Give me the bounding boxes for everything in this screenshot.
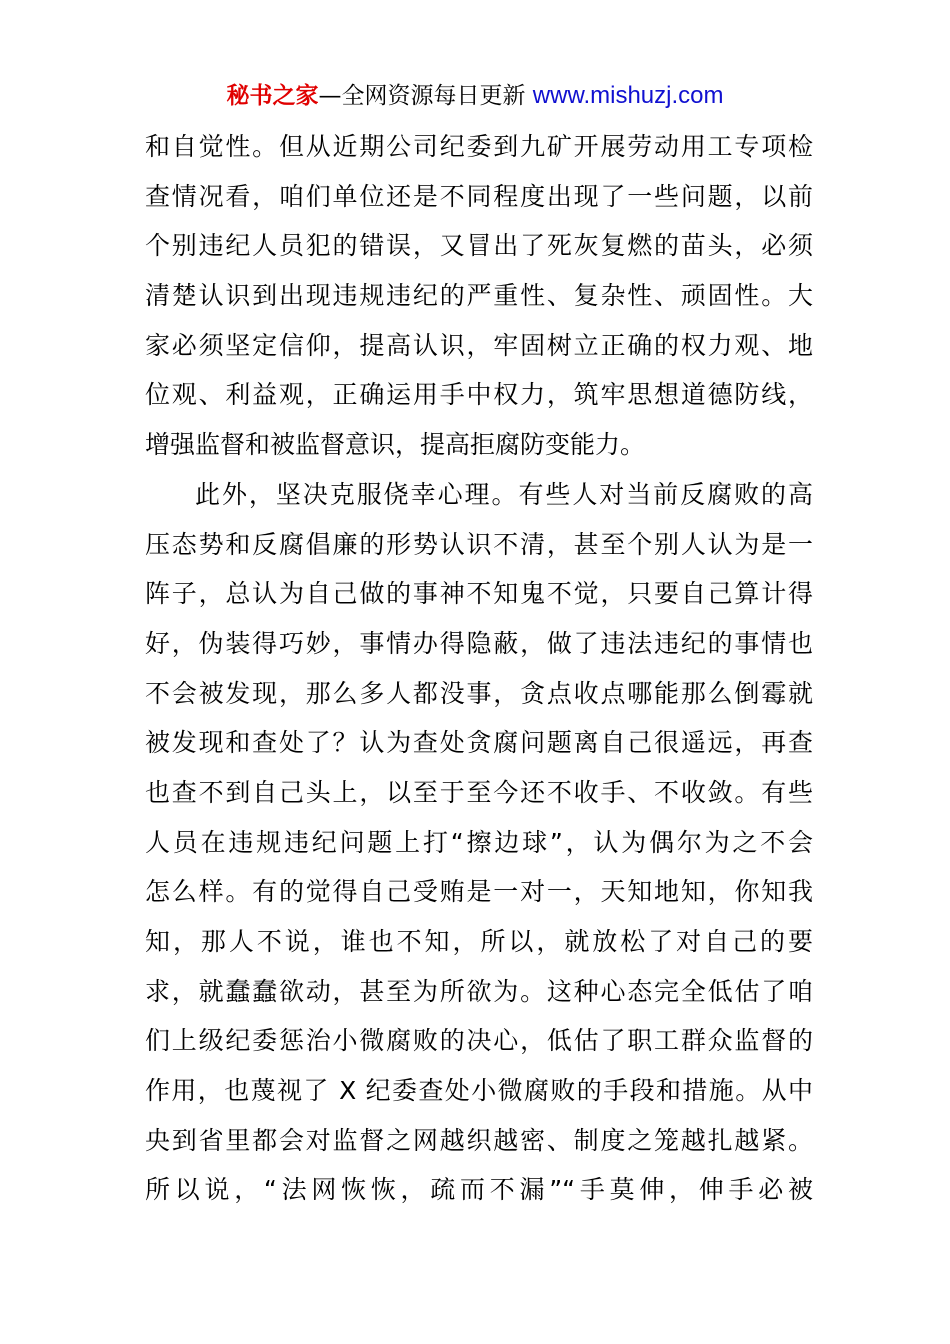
text-line: 个别违纪人员犯的错误，又冒出了死灰复燃的苗头，必须 [145, 231, 813, 261]
page-header [0, 80, 950, 112]
text-line: 好，伪装得巧妙，事情办得隐蔽，做了违法违纪的事情也 [145, 628, 813, 658]
text-line: 知，那人不说，谁也不知，所以，就放松了对自己的要 [145, 927, 813, 956]
brand-name: 秘书之家 [226, 83, 319, 109]
site-url-link[interactable]: www.mishuzj.com [532, 82, 724, 109]
text-line: 央到省里都会对监督之网越织越密、制度之笼越扎越紧。 [145, 1125, 813, 1155]
paragraph-start-line: 此外，坚决克服侥幸心理。有些人对当前反腐败的高 [195, 479, 813, 509]
text-line: 所以说，“法网恢恢，疏而不漏”“手莫伸，伸手必被 [145, 1175, 813, 1205]
text-line: 作用，也蔑视了 X 纪委查处小微腐败的手段和措施。从中 [145, 1076, 813, 1106]
text-line: 被发现和查处了？认为查处贪腐问题离自己很遥远，再查 [145, 728, 813, 758]
text-line: 们上级纪委惩治小微腐败的决心，低估了职工群众监督的 [145, 1026, 813, 1056]
text-line: 求，就蠢蠢欲动，甚至为所欲为。这种心态完全低估了咱 [145, 976, 813, 1006]
header-tagline: —全网资源每日更新 [318, 83, 526, 109]
text-line: 人员在违规违纪问题上打“擦边球”，认为偶尔为之不会 [145, 827, 813, 857]
text-line: 和自觉性。但从近期公司纪委到九矿开展劳动用工专项检 [145, 132, 813, 161]
paragraph-end-line: 增强监督和被监督意识，提高拒腐防变能力。 [145, 430, 646, 460]
text-line: 怎么样。有的觉得自己受贿是一对一，天知地知，你知我 [145, 877, 813, 907]
text-line: 不会被发现，那么多人都没事，贪点收点哪能那么倒霉就 [145, 678, 813, 708]
text-line: 清楚认识到出现违规违纪的严重性、复杂性、顽固性。大 [145, 281, 813, 311]
text-line: 家必须坚定信仰，提高认识，牢固树立正确的权力观、地 [145, 330, 813, 360]
text-line: 也查不到自己头上，以至于至今还不收手、不收敛。有些 [145, 777, 813, 807]
text-line: 查情况看，咱们单位还是不同程度出现了一些问题，以前 [145, 181, 813, 211]
text-line: 阵子，总认为自己做的事神不知鬼不觉，只要自己算计得 [145, 579, 813, 609]
document-body [145, 122, 813, 1215]
text-line: 压态势和反腐倡廉的形势认识不清，甚至个别人认为是一 [145, 529, 813, 559]
text-line: 位观、利益观，正确运用手中权力，筑牢思想道德防线， [145, 380, 813, 410]
